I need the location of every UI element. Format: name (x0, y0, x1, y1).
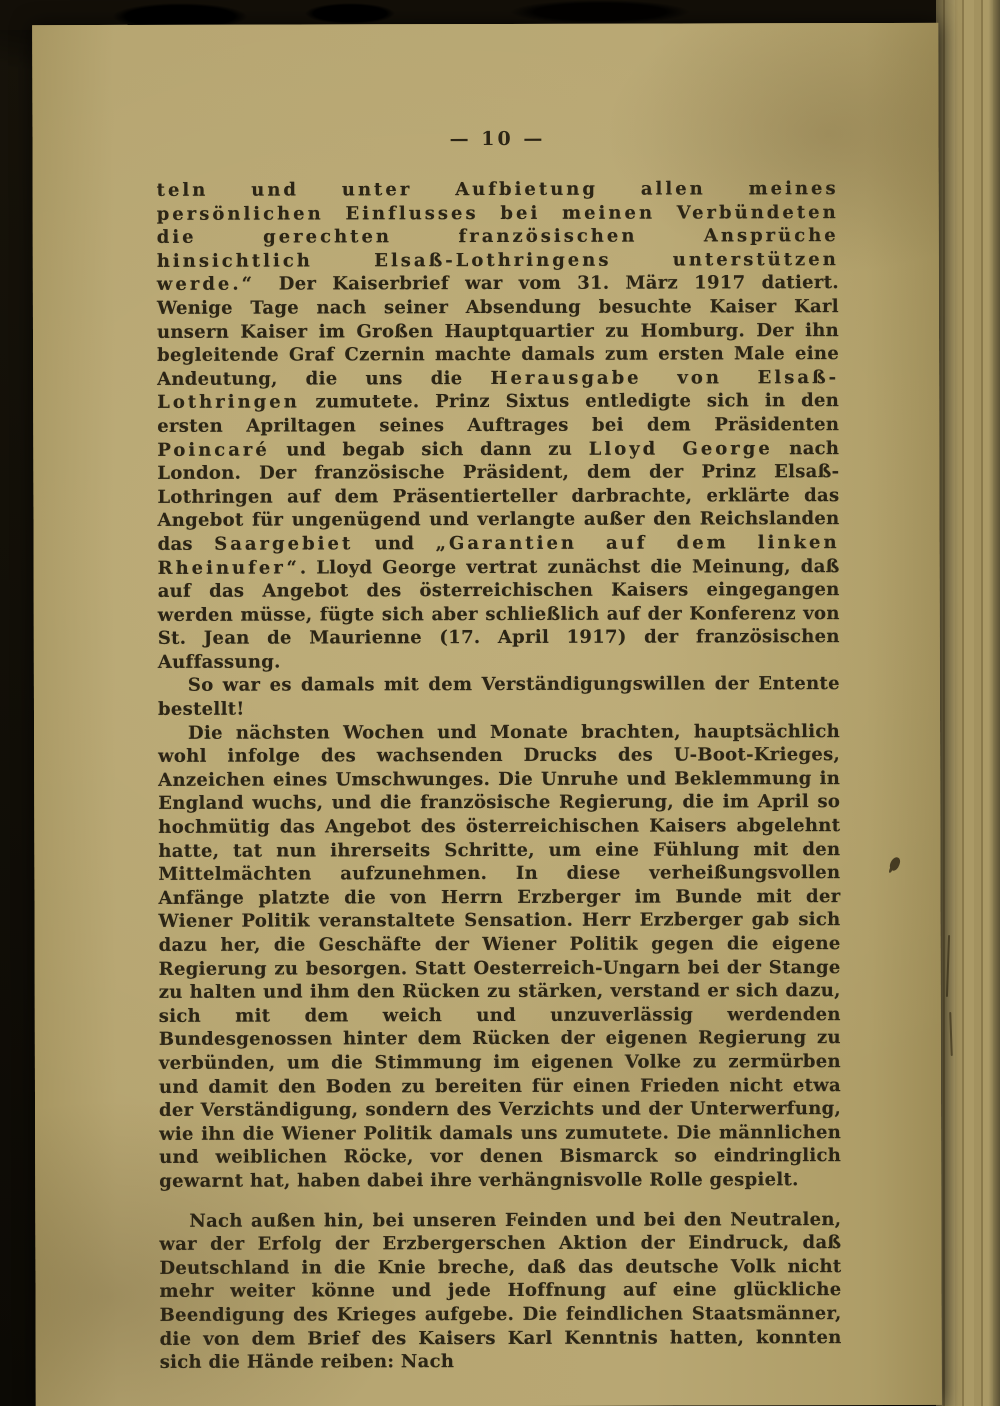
paragraph (158, 720, 841, 1194)
body-text: und (353, 533, 436, 555)
body-text: zumutete. Prinz Sixtus entledigte sich in den ersten Apriltagen seines Auftrages bei dem Präsidenten (157, 390, 840, 437)
book-page-edge-strip (936, 0, 1000, 1406)
body-text: Nach außen hin, bei unseren Feinden und bei den Neutralen, war der Erfolg der Erzbergerschen Aktion der Eindruck, daß Deutschland in die Knie breche, daß das deutsche Volk nicht mehr weiter könne und jede Hoffnung auf eine glückliche Beendigung des Krieges aufgebe. Die feindlichen Staatsmänner, die von dem Brief des Kaisers Karl Kenntnis hatten, konnten sich die Hände reiben: Nach (159, 1208, 842, 1373)
body-text: . Lloyd George vertrat zunächst die Meinung, daß auf das Angebot des österreichischen Kaisers eingegangen werden müsse, fügte sich aber schließlich auf der Konferenz von St. Jean de Maurienne (17. April 1917) der französischen Auffassung. (157, 555, 840, 673)
paragraph (159, 1208, 841, 1375)
text-block (157, 177, 842, 1374)
body-text: und begab sich dann zu (269, 438, 589, 461)
letterspaced-text: Herausgabe von Elsaß-Lothringen (157, 366, 840, 414)
book-page (32, 23, 942, 1406)
paragraph (158, 673, 840, 722)
letterspaced-text: Lloyd George (588, 437, 773, 460)
body-text: nach London. Der französische Präsident, dem der Prinz Elsaß-Lothringen auf dem Präsentierteller darbrachte, erklärte das Angebot für ungenügend und verlangte außer den Reichslanden das (157, 437, 840, 555)
letterspaced-text: Saargebiet (214, 533, 354, 555)
letterspaced-text: Poincaré (157, 439, 270, 461)
letterspaced-text: teln und unter Aufbietung allen meines persönlichen Einflusses bei meinen Verbündeten die gerechten französischen Ansprüche hinsichtlich Elsaß-Lothringens unterstützen werde.“ (156, 178, 839, 296)
page-number: — 10 — (449, 127, 546, 151)
page-content (32, 127, 941, 1375)
body-text: Die nächsten Wochen und Monate brachten, hauptsächlich wohl infolge des wachsenden Drucks des U-Boot-Krieges, Anzeichen eines Umschwunges. Die Unruhe und Beklemmung in England wuchs, und die französische Regierung, die im April so hochmütig das Angebot des österreichischen Kaisers abgelehnt hatte, tat nun ihrerseits Schritte, um eine Fühlung mit den Mittelmächten aufzunehmen. In diese verheißungsvollen Anfänge platzte die von Herrn Erzberger im Bunde mit der Wiener Politik veranstaltete Sensation. Herr Erzberger gab sich dazu her, die Geschäfte der Wiener Politik gegen die eigene Regierung zu besorgen. Statt Oesterreich-Ungarn bei der Stange zu halten und ihm den Rücken zu stärken, verstand er sich dazu, sich mit dem weich und unzuverlässig werdenden Bundesgenossen hinter dem Rücken der eigenen Regierung zu verbünden, um die Stimmung im eigenen Volke zu zermürben und damit den Boden zu bereiten für einen Frieden nicht etwa der Verständigung, sondern des Verzichts und der Unterwerfung, wie ihn die Wiener Politik damals uns zumutete. Die männlichen und weiblichen Röcke, vor denen Bismarck so eindringlich gewarnt hat, haben dabei ihre verhängnisvolle Rolle gespielt. (158, 720, 842, 1192)
body-text: So war es damals mit dem Verständigungswillen der Entente bestellt! (157, 673, 840, 720)
body-text: Der Kaiserbrief war vom 31. März 1917 datiert. Wenige Tage nach seiner Absendung besuchte Kaiser Karl unsern Kaiser im Großen Hauptquartier zu Homburg. Der ihn begleitende Graf Czernin machte damals zum ersten Male eine Andeutung, die uns die (156, 272, 840, 390)
paragraph (157, 177, 840, 674)
letterspaced-text: „Garantien auf dem linken Rheinufer“ (157, 531, 840, 579)
